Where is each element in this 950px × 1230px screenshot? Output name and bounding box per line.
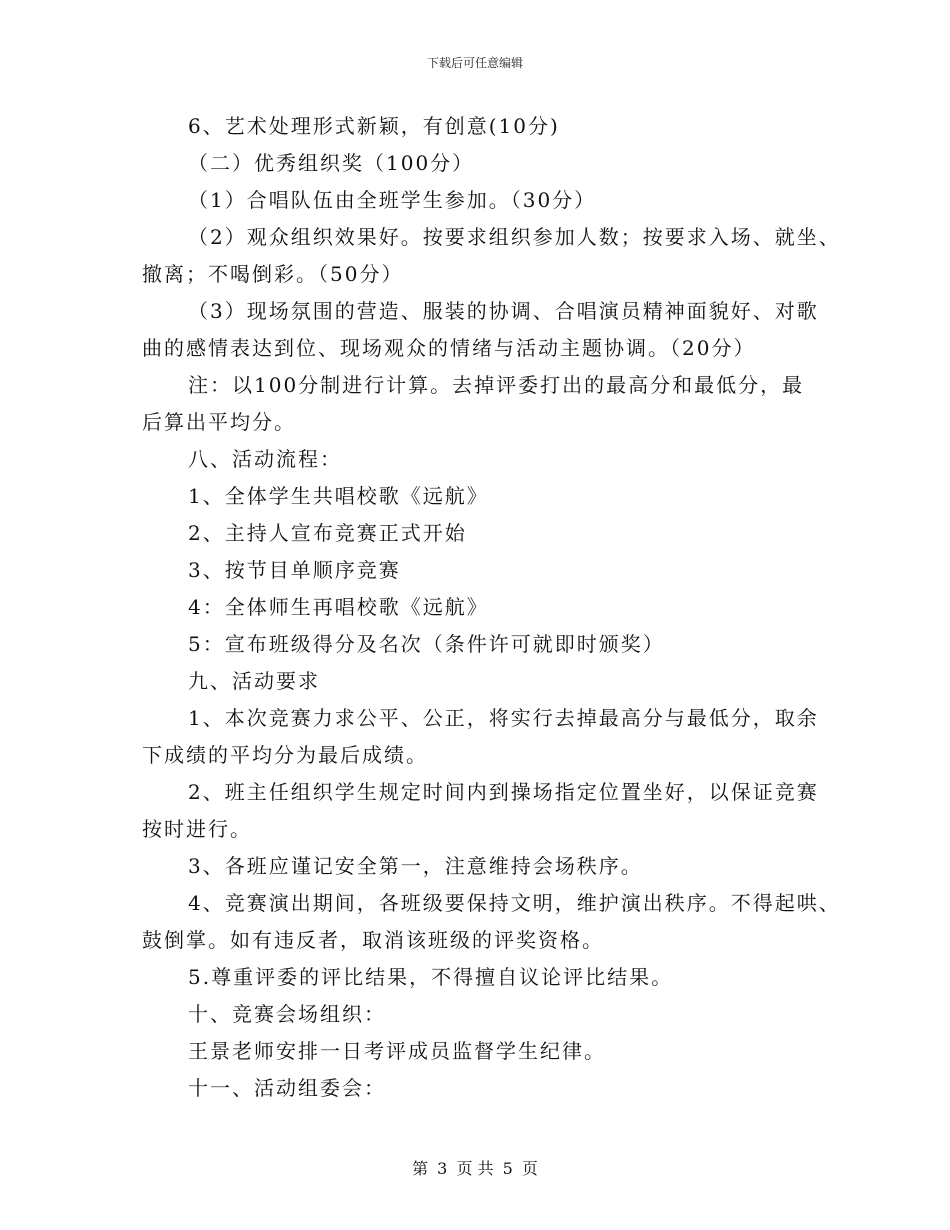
paragraph-line: （3）现场氛围的营造、服装的协调、合唱演员精神面貌好、对歌 bbox=[188, 299, 819, 323]
document-body bbox=[142, 108, 841, 1107]
section-heading: 十、竞赛会场组织： bbox=[188, 1002, 386, 1026]
list-item: 2、班主任组织学生规定时间内到操场指定位置坐好，以保证竞赛 bbox=[188, 780, 819, 804]
list-item: 4、竞赛演出期间，各班级要保持文明，维护演出秩序。不得起哄、 bbox=[188, 891, 841, 915]
paragraph-line: （1）合唱队伍由全班学生参加。（30分） bbox=[188, 188, 597, 212]
list-item: 1、全体学生共唱校歌《远航》 bbox=[188, 484, 489, 508]
footer-suffix: 页 bbox=[521, 1159, 538, 1178]
paragraph-line: 下成绩的平均分为最后成绩。 bbox=[142, 743, 428, 767]
list-item: 3、各班应谨记安全第一，注意维持会场秩序。 bbox=[188, 854, 643, 878]
page-header: 下载后可任意编辑 bbox=[426, 56, 523, 70]
list-item: 5.尊重评委的评比结果，不得擅自议论评比结果。 bbox=[188, 965, 674, 989]
paragraph-line: 曲的感情表达到位、现场观众的情绪与活动主题协调。（20分） bbox=[142, 336, 756, 360]
section-heading: 八、活动流程： bbox=[188, 447, 342, 471]
list-item: 4：全体师生再唱校歌《远航》 bbox=[188, 595, 489, 619]
section-heading: 十一、活动组委会： bbox=[188, 1076, 386, 1100]
footer-mid: 页 共 bbox=[456, 1159, 494, 1178]
paragraph-line: 按时进行。 bbox=[142, 817, 252, 841]
paragraph-line: 撤离；不喝倒彩。（50分） bbox=[142, 262, 404, 286]
section-heading: 九、活动要求 bbox=[188, 669, 320, 693]
list-item: 3、按节目单顺序竞赛 bbox=[188, 558, 401, 582]
list-item: 2、主持人宣布竞赛正式开始 bbox=[188, 521, 467, 545]
paragraph-line: 6、艺术处理形式新颖，有创意(10分) bbox=[188, 114, 560, 138]
page-footer bbox=[0, 1156, 950, 1179]
note-line: 注：以100分制进行计算。去掉评委打出的最高分和最低分，最 bbox=[188, 373, 805, 397]
list-item: 5：宣布班级得分及名次（条件许可就即时颁奖） bbox=[188, 632, 665, 656]
paragraph-line: 鼓倒掌。如有违反者，取消该班级的评奖资格。 bbox=[142, 928, 604, 952]
list-item: 1、本次竞赛力求公平、公正，将实行去掉最高分与最低分，取余 bbox=[188, 706, 819, 730]
page-total: 5 bbox=[502, 1159, 513, 1178]
section-heading: （二）优秀组织奖（100分） bbox=[188, 151, 475, 175]
note-line: 后算出平均分。 bbox=[142, 410, 296, 434]
paragraph-line: 王景老师安排一日考评成员监督学生纪律。 bbox=[188, 1039, 606, 1063]
page-number: 3 bbox=[437, 1159, 448, 1178]
footer-prefix: 第 bbox=[412, 1159, 429, 1178]
paragraph-line: （2）观众组织效果好。按要求组织参加人数；按要求入场、就坐、 bbox=[188, 225, 841, 249]
